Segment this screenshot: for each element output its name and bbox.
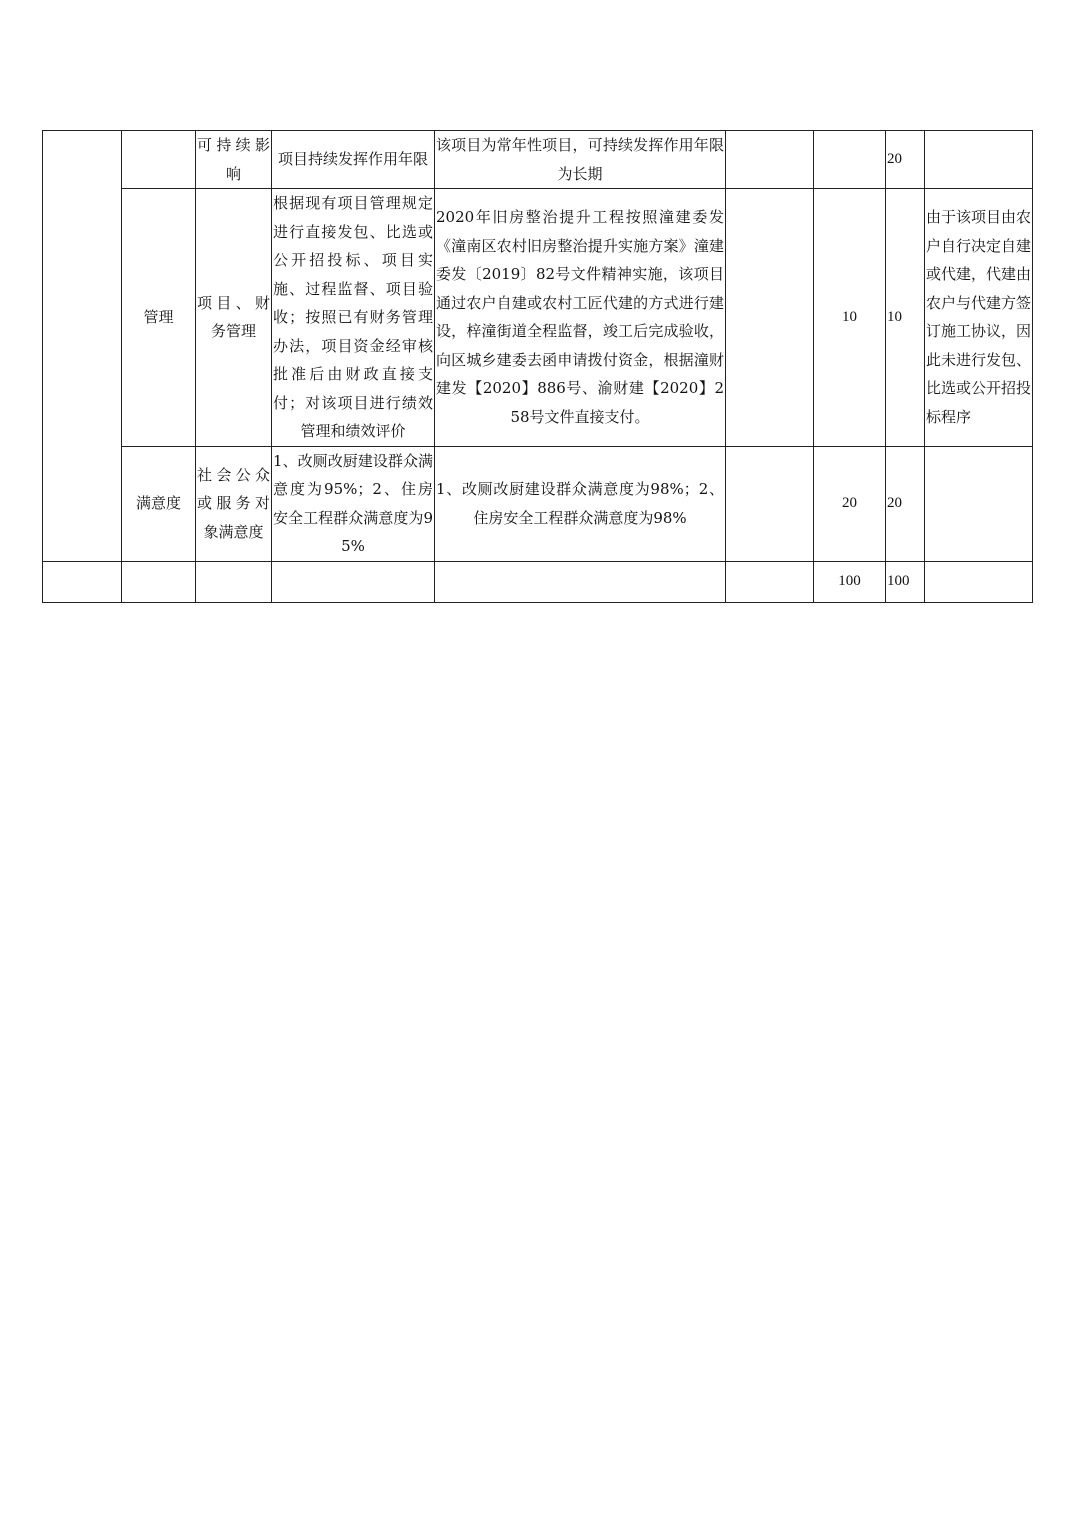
evaluation-table-container [42,130,1033,603]
table-row [43,446,1033,561]
cell-actual: 该项目为常年性项目，可持续发挥作用年限为长期 [435,131,726,189]
cell-col5 [435,561,726,602]
cell-indicator-l2: 满意度 [122,446,196,561]
cell-actual: 1、改厕改厨建设群众满意度为98%；2、住房安全工程群众满意度为98% [435,446,726,561]
cell-actual: 2020年旧房整治提升工程按照潼建委发《潼南区农村旧房整治提升实施方案》潼建委发〔2019〕82号文件精神实施，该项目通过农户自建或农村工匠代建的方式进行建设，梓潼街道全程监督，竣工后完成验收，向区城乡建委去函申请拨付资金，根据潼财建发【2020】886号、渝财建【2020】258号文件直接支付。 [435,189,726,447]
cell-col2 [122,561,196,602]
cell-weight: 20 [814,446,886,561]
table-row-total [43,561,1033,602]
performance-evaluation-table [42,130,1033,603]
cell-target: 项目持续发挥作用年限 [272,131,435,189]
cell-col6 [726,189,814,447]
cell-col2 [122,131,196,189]
total-score: 100 [886,561,925,602]
cell-col1 [43,561,122,602]
cell-col6 [726,131,814,189]
table-row [43,131,1033,189]
cell-note [925,446,1033,561]
cell-weight [814,131,886,189]
cell-indicator-l3: 项目、财务管理 [196,189,272,447]
cell-weight: 10 [814,189,886,447]
cell-col3 [196,561,272,602]
cell-col6 [726,561,814,602]
cell-indicator-l3: 社会公众或服务对象满意度 [196,446,272,561]
cell-score: 20 [886,446,925,561]
cell-indicator-l2: 管理 [122,189,196,447]
table-row [43,189,1033,447]
cell-score: 20 [886,131,925,189]
cell-target: 1、改厕改厨建设群众满意度为95%；2、住房安全工程群众满意度为95% [272,446,435,561]
cell-col6 [726,446,814,561]
cell-note [925,131,1033,189]
cell-target: 根据现有项目管理规定进行直接发包、比选或公开招投标、项目实施、过程监督、项目验收；按照已有财务管理办法，项目资金经审核批准后由财政直接支付；对该项目进行绩效管理和绩效评价 [272,189,435,447]
cell-col4 [272,561,435,602]
cell-note: 由于该项目由农户自行决定自建或代建，代建由农户与代建方签订施工协议，因此未进行发包、比选或公开招投标程序 [925,189,1033,447]
cell-score: 10 [886,189,925,447]
cell-note [925,561,1033,602]
cell-col1 [43,131,122,562]
cell-indicator-l3: 可持续影响 [196,131,272,189]
total-weight: 100 [814,561,886,602]
